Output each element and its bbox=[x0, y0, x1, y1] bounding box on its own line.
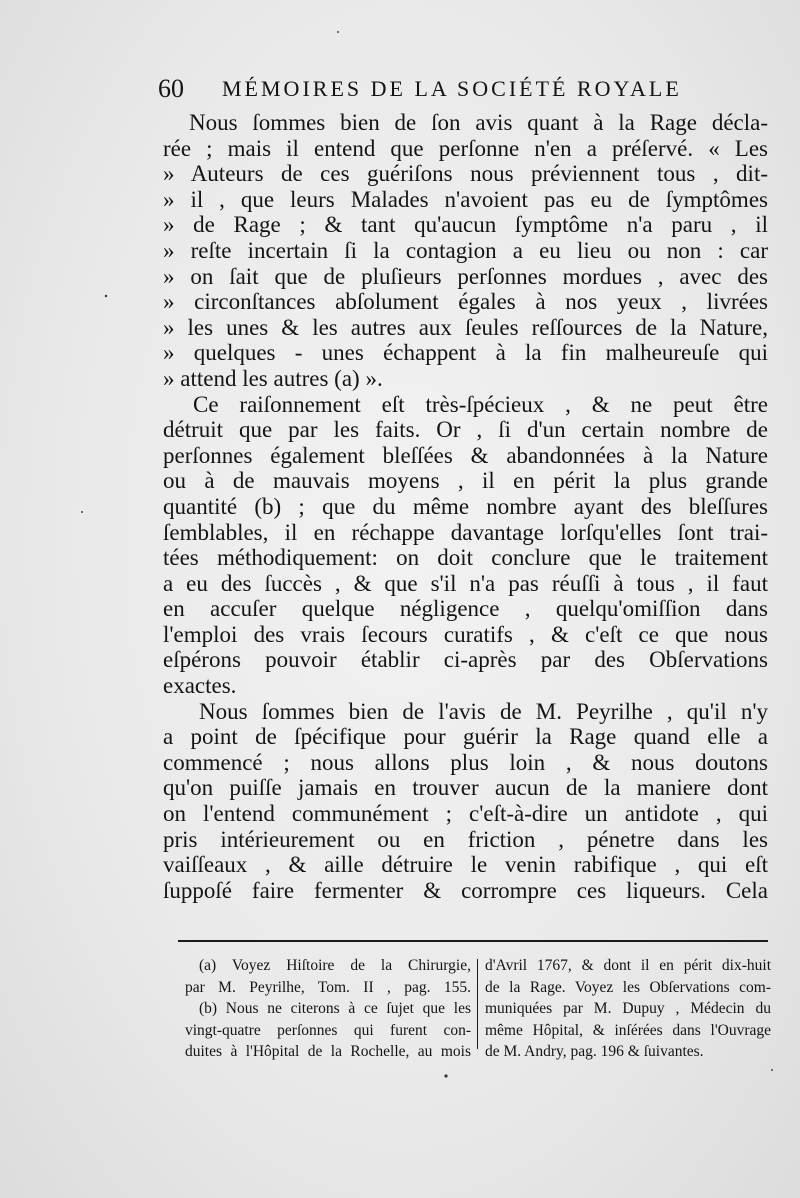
page-number: 60 bbox=[158, 74, 184, 103]
text-line: eſpérons pouvoir établir ci-après par des Obſervations bbox=[163, 647, 768, 673]
text-line: en accuſer quelque négligence , quelqu'omiſſion dans bbox=[163, 596, 768, 622]
text-line: Nous ſommes bien de l'avis de M. Peyrilhe , qu'il n'y bbox=[199, 698, 768, 724]
text-line: qu'on puiſſe jamais en trouver aucun de la maniere dont bbox=[163, 775, 768, 801]
text-line: tées méthodiquement: on doit conclure que le traitement bbox=[163, 545, 768, 571]
text-line: » quelques - unes échappent à la fin malheureuſe qui bbox=[163, 340, 768, 366]
text-line: quantité (b) ; que du même nombre ayant des bleſſures bbox=[163, 493, 768, 519]
text-line: commencé ; nous allons plus loin , & nous doutons bbox=[163, 749, 768, 775]
text-line: ſuppoſé faire fermenter & corrompre ces liqueurs. Cela bbox=[163, 877, 768, 903]
footnote-line: vingt-quatre perſonnes qui furent con- bbox=[185, 1021, 471, 1039]
ink-speck bbox=[105, 295, 107, 297]
text-line: » reſte incertain ſi la contagion a eu lieu ou non : car bbox=[163, 237, 768, 263]
text-line: a point de ſpécifique pour guérir la Rage quand elle a bbox=[163, 724, 768, 750]
text-line: détruit que par les faits. Or , ſi d'un certain nombre de bbox=[163, 417, 768, 443]
text-line: perſonnes également bleſſées & abandonnées à la Nature bbox=[163, 442, 768, 468]
footnote-line: de M. Andry, pag. 196 & ſuivantes. bbox=[485, 1043, 704, 1060]
footnote-line: même Hôpital, & inſérées dans l'Ouvrage bbox=[485, 1021, 771, 1039]
text-line: vaiſſeaux , & aille détruire le venin rabifique , qui eſt bbox=[163, 852, 768, 878]
text-line: » circonſtances abſolument égales à nos yeux , livrées bbox=[163, 289, 768, 315]
text-line: on l'entend communément ; c'eſt-à-dire un antidote , qui bbox=[163, 801, 768, 827]
ink-speck bbox=[337, 31, 339, 33]
ink-speck bbox=[81, 511, 83, 513]
running-title: MÉMOIRES DE LA SOCIÉTÉ ROYALE bbox=[222, 76, 682, 101]
footnote-line: (b) Nous ne citerons à ce ſujet que les bbox=[199, 1000, 471, 1017]
ink-speck bbox=[771, 1069, 773, 1071]
text-line: a eu des ſuccès , & que s'il n'a pas réuſſi à tous , il faut bbox=[163, 570, 768, 596]
text-line: l'emploi des vrais ſecours curatifs , & c'eſt ce que nous bbox=[163, 621, 768, 647]
text-line: » les unes & les autres aux ſeules reſſources de la Nature, bbox=[163, 314, 768, 340]
footnote-line: duites à l'Hôpital de la Rochelle, au mois bbox=[185, 1043, 471, 1060]
text-line: exactes. bbox=[163, 673, 237, 699]
footnote-line: d'Avril 1767, & dont il en périt dix-huit bbox=[485, 957, 771, 974]
text-line: » il , que leurs Malades n'avoient pas eu de ſymptômes bbox=[163, 186, 768, 212]
text-line: » Auteurs de ces guériſons nous préviennent tous , dit- bbox=[163, 161, 768, 187]
footnote-line: par M. Peyrilhe, Tom. II , pag. 155. bbox=[185, 978, 471, 996]
text-line: rée ; mais il entend que perſonne n'en a préſervé. « Les bbox=[163, 135, 768, 161]
footnote-line: muniquées par M. Dupuy , Médecin du bbox=[485, 1000, 771, 1017]
text-line: » attend les autres (a) ». bbox=[163, 365, 383, 391]
footnote-line: (a) Voyez Hiſtoire de la Chirurgie, bbox=[199, 957, 471, 974]
text-line: Nous ſommes bien de ſon avis quant à la Rage décla- bbox=[189, 110, 768, 135]
ink-speck bbox=[444, 1074, 447, 1077]
text-line: » de Rage ; & tant qu'aucun ſymptôme n'a paru , il bbox=[163, 212, 768, 238]
text-line: pris intérieurement ou en friction , pénetre dans les bbox=[163, 826, 768, 852]
footnote-line: de la Rage. Voyez les Obſervations com- bbox=[485, 978, 771, 996]
text-line: ou à de mauvais moyens , il en périt la plus grande bbox=[163, 468, 768, 494]
text-line: ſemblables, il en réchappe davantage lorſqu'elles ſont trai- bbox=[163, 519, 768, 545]
text-line: Ce raiſonnement eſt très-ſpécieux , & ne peut être bbox=[193, 391, 768, 417]
text-line: » on ſait que de pluſieurs perſonnes mordues , avec des bbox=[163, 263, 768, 289]
